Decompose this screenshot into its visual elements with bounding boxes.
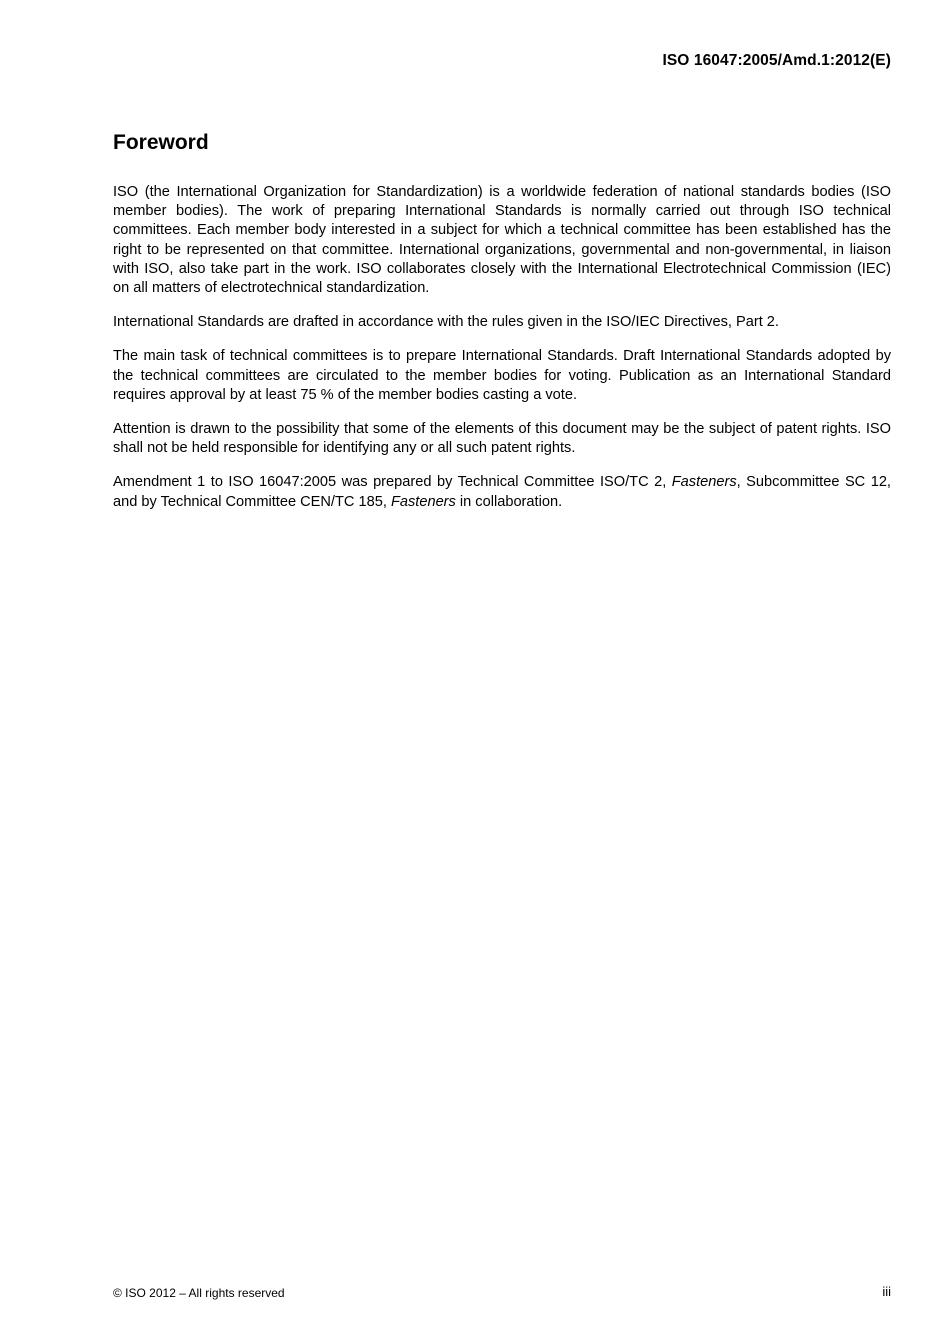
paragraph-amendment [113,473,891,511]
page-title: Foreword [113,131,209,154]
paragraph-iso-overview: ISO (the International Organization for Standardization) is a worldwide federation of national standards bodies (ISO member bodies). The work of preparing International Standards is normally carried out through ISO technical committees. Each member body interested in a subject for which a technical committee has been established has the right to be represented on that committee. International organizations, governmental and non-governmental, in liaison with ISO, also take part in the work. ISO collaborates closely with the International Electrotechnical Commission (IEC) on all matters of electrotechnical standardization. [113,184,891,297]
committee-name-fasteners-2: Fasteners [390,493,456,510]
amendment-text-3: in collaboration. [455,493,563,510]
page-number: iii [882,1284,891,1299]
committee-name-fasteners-1: Fasteners [671,474,737,491]
document-reference: ISO 16047:2005/Amd.1:2012(E) [662,52,891,69]
amendment-text-1: Amendment 1 to ISO 16047:2005 was prepared by Technical Committee ISO/TC 2, [113,474,672,491]
foreword-body [113,183,891,527]
paragraph-committee-task: The main task of technical committees is to prepare International Standards. Draft International Standards adopted by the technical committees are circulated to the member bodies for voting. Publication as an International Standard requires approval by at least 75 % of the member bodies casting a vote. [113,348,891,403]
amendment-text-2: , Subcommittee SC 12, and by Technical Committee CEN/TC 185, [113,474,891,510]
paragraph-patent-notice: Attention is drawn to the possibility that some of the elements of this document may be the subject of patent rights. ISO shall not be held responsible for identifying any or all such patent rights. [113,421,891,457]
footer-copyright: © ISO 2012 – All rights reserved [113,1286,285,1300]
paragraph-directives: International Standards are drafted in accordance with the rules given in the ISO/IEC Directives, Part 2. [113,314,779,331]
